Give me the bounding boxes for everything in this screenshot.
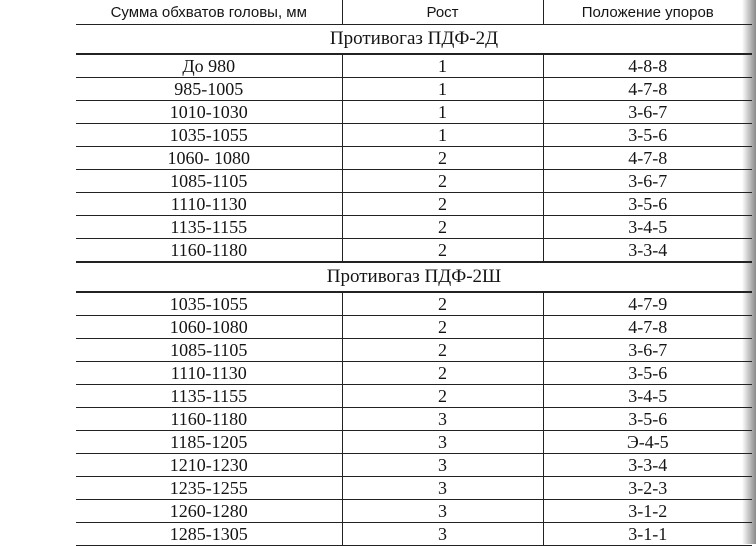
- table-row: [76, 54, 752, 78]
- table-row: [76, 500, 752, 523]
- cell-stop-position: 3-1-2: [543, 500, 752, 523]
- table-row: [76, 431, 752, 454]
- cell-stop-position: 3-6-7: [543, 101, 752, 124]
- cell-head-circumference: 1210-1230: [76, 454, 342, 477]
- cell-stop-position: 3-6-7: [543, 170, 752, 193]
- cell-stop-position: 3-4-5: [543, 385, 752, 408]
- cell-height: 3: [342, 408, 543, 431]
- table-row: [76, 362, 752, 385]
- cell-stop-position: 3-2-3: [543, 477, 752, 500]
- header-height: Рост: [342, 0, 543, 25]
- cell-head-circumference: 1110-1130: [76, 193, 342, 216]
- cell-height: 2: [342, 385, 543, 408]
- table-body: [76, 25, 752, 546]
- cell-head-circumference: 985-1005: [76, 78, 342, 101]
- cell-stop-position: 3-6-7: [543, 339, 752, 362]
- table-row: [76, 101, 752, 124]
- cell-head-circumference: 1160-1180: [76, 239, 342, 263]
- cell-head-circumference: 1235-1255: [76, 477, 342, 500]
- section-row: [76, 25, 752, 55]
- table-row: [76, 193, 752, 216]
- cell-head-circumference: 1035-1055: [76, 124, 342, 147]
- cell-head-circumference: 1035-1055: [76, 292, 342, 316]
- table-row: [76, 454, 752, 477]
- cell-head-circumference: 1160-1180: [76, 408, 342, 431]
- cell-height: 2: [342, 147, 543, 170]
- cell-stop-position: 3-5-6: [543, 124, 752, 147]
- table-row: [76, 316, 752, 339]
- cell-stop-position: 4-7-8: [543, 147, 752, 170]
- cell-height: 2: [342, 339, 543, 362]
- cell-stop-position: 3-4-5: [543, 216, 752, 239]
- section-title: Противогаз ПДФ-2Ш: [76, 262, 752, 292]
- table-row: [76, 339, 752, 362]
- cell-height: 2: [342, 362, 543, 385]
- cell-head-circumference: 1260-1280: [76, 500, 342, 523]
- cell-height: 1: [342, 101, 543, 124]
- cell-stop-position: 4-8-8: [543, 54, 752, 78]
- table-row: [76, 170, 752, 193]
- cell-height: 1: [342, 54, 543, 78]
- gas-mask-size-table: [76, 0, 752, 546]
- cell-head-circumference: До 980: [76, 54, 342, 78]
- cell-stop-position: 3-5-6: [543, 193, 752, 216]
- cell-stop-position: 3-3-4: [543, 454, 752, 477]
- cell-height: 3: [342, 477, 543, 500]
- cell-head-circumference: 1060-1080: [76, 316, 342, 339]
- cell-stop-position: 4-7-8: [543, 316, 752, 339]
- cell-height: 3: [342, 500, 543, 523]
- scan-edge-shadow: [742, 0, 756, 544]
- cell-head-circumference: 1135-1155: [76, 385, 342, 408]
- cell-height: 3: [342, 523, 543, 546]
- cell-height: 1: [342, 78, 543, 101]
- cell-head-circumference: 1135-1155: [76, 216, 342, 239]
- cell-stop-position: 4-7-9: [543, 292, 752, 316]
- cell-height: 3: [342, 431, 543, 454]
- cell-stop-position: 3-1-1: [543, 523, 752, 546]
- table-row: [76, 523, 752, 546]
- section-row: [76, 262, 752, 292]
- table-row: [76, 385, 752, 408]
- cell-height: 2: [342, 316, 543, 339]
- cell-height: 2: [342, 170, 543, 193]
- table-row: [76, 292, 752, 316]
- table-row: [76, 239, 752, 263]
- cell-height: 3: [342, 454, 543, 477]
- table-row: [76, 216, 752, 239]
- cell-head-circumference: 1010-1030: [76, 101, 342, 124]
- cell-head-circumference: 1285-1305: [76, 523, 342, 546]
- header-head-circumference: Сумма обхватов головы, мм: [76, 0, 342, 25]
- header-row: [76, 0, 752, 25]
- cell-stop-position: 3-5-6: [543, 408, 752, 431]
- table-row: [76, 408, 752, 431]
- cell-stop-position: 3-3-4: [543, 239, 752, 263]
- cell-head-circumference: 1085-1105: [76, 339, 342, 362]
- cell-height: 1: [342, 124, 543, 147]
- cell-height: 2: [342, 193, 543, 216]
- cell-height: 2: [342, 292, 543, 316]
- cell-stop-position: 3-5-6: [543, 362, 752, 385]
- cell-height: 2: [342, 216, 543, 239]
- cell-head-circumference: 1060- 1080: [76, 147, 342, 170]
- cell-head-circumference: 1085-1105: [76, 170, 342, 193]
- cell-stop-position: 4-7-8: [543, 78, 752, 101]
- table-row: [76, 78, 752, 101]
- table-row: [76, 477, 752, 500]
- cell-head-circumference: 1110-1130: [76, 362, 342, 385]
- cell-height: 2: [342, 239, 543, 263]
- section-title: Противогаз ПДФ-2Д: [76, 25, 752, 55]
- cell-head-circumference: 1185-1205: [76, 431, 342, 454]
- table-row: [76, 147, 752, 170]
- cell-stop-position: Э-4-5: [543, 431, 752, 454]
- header-stop-position: Положение упоров: [543, 0, 752, 25]
- table-row: [76, 124, 752, 147]
